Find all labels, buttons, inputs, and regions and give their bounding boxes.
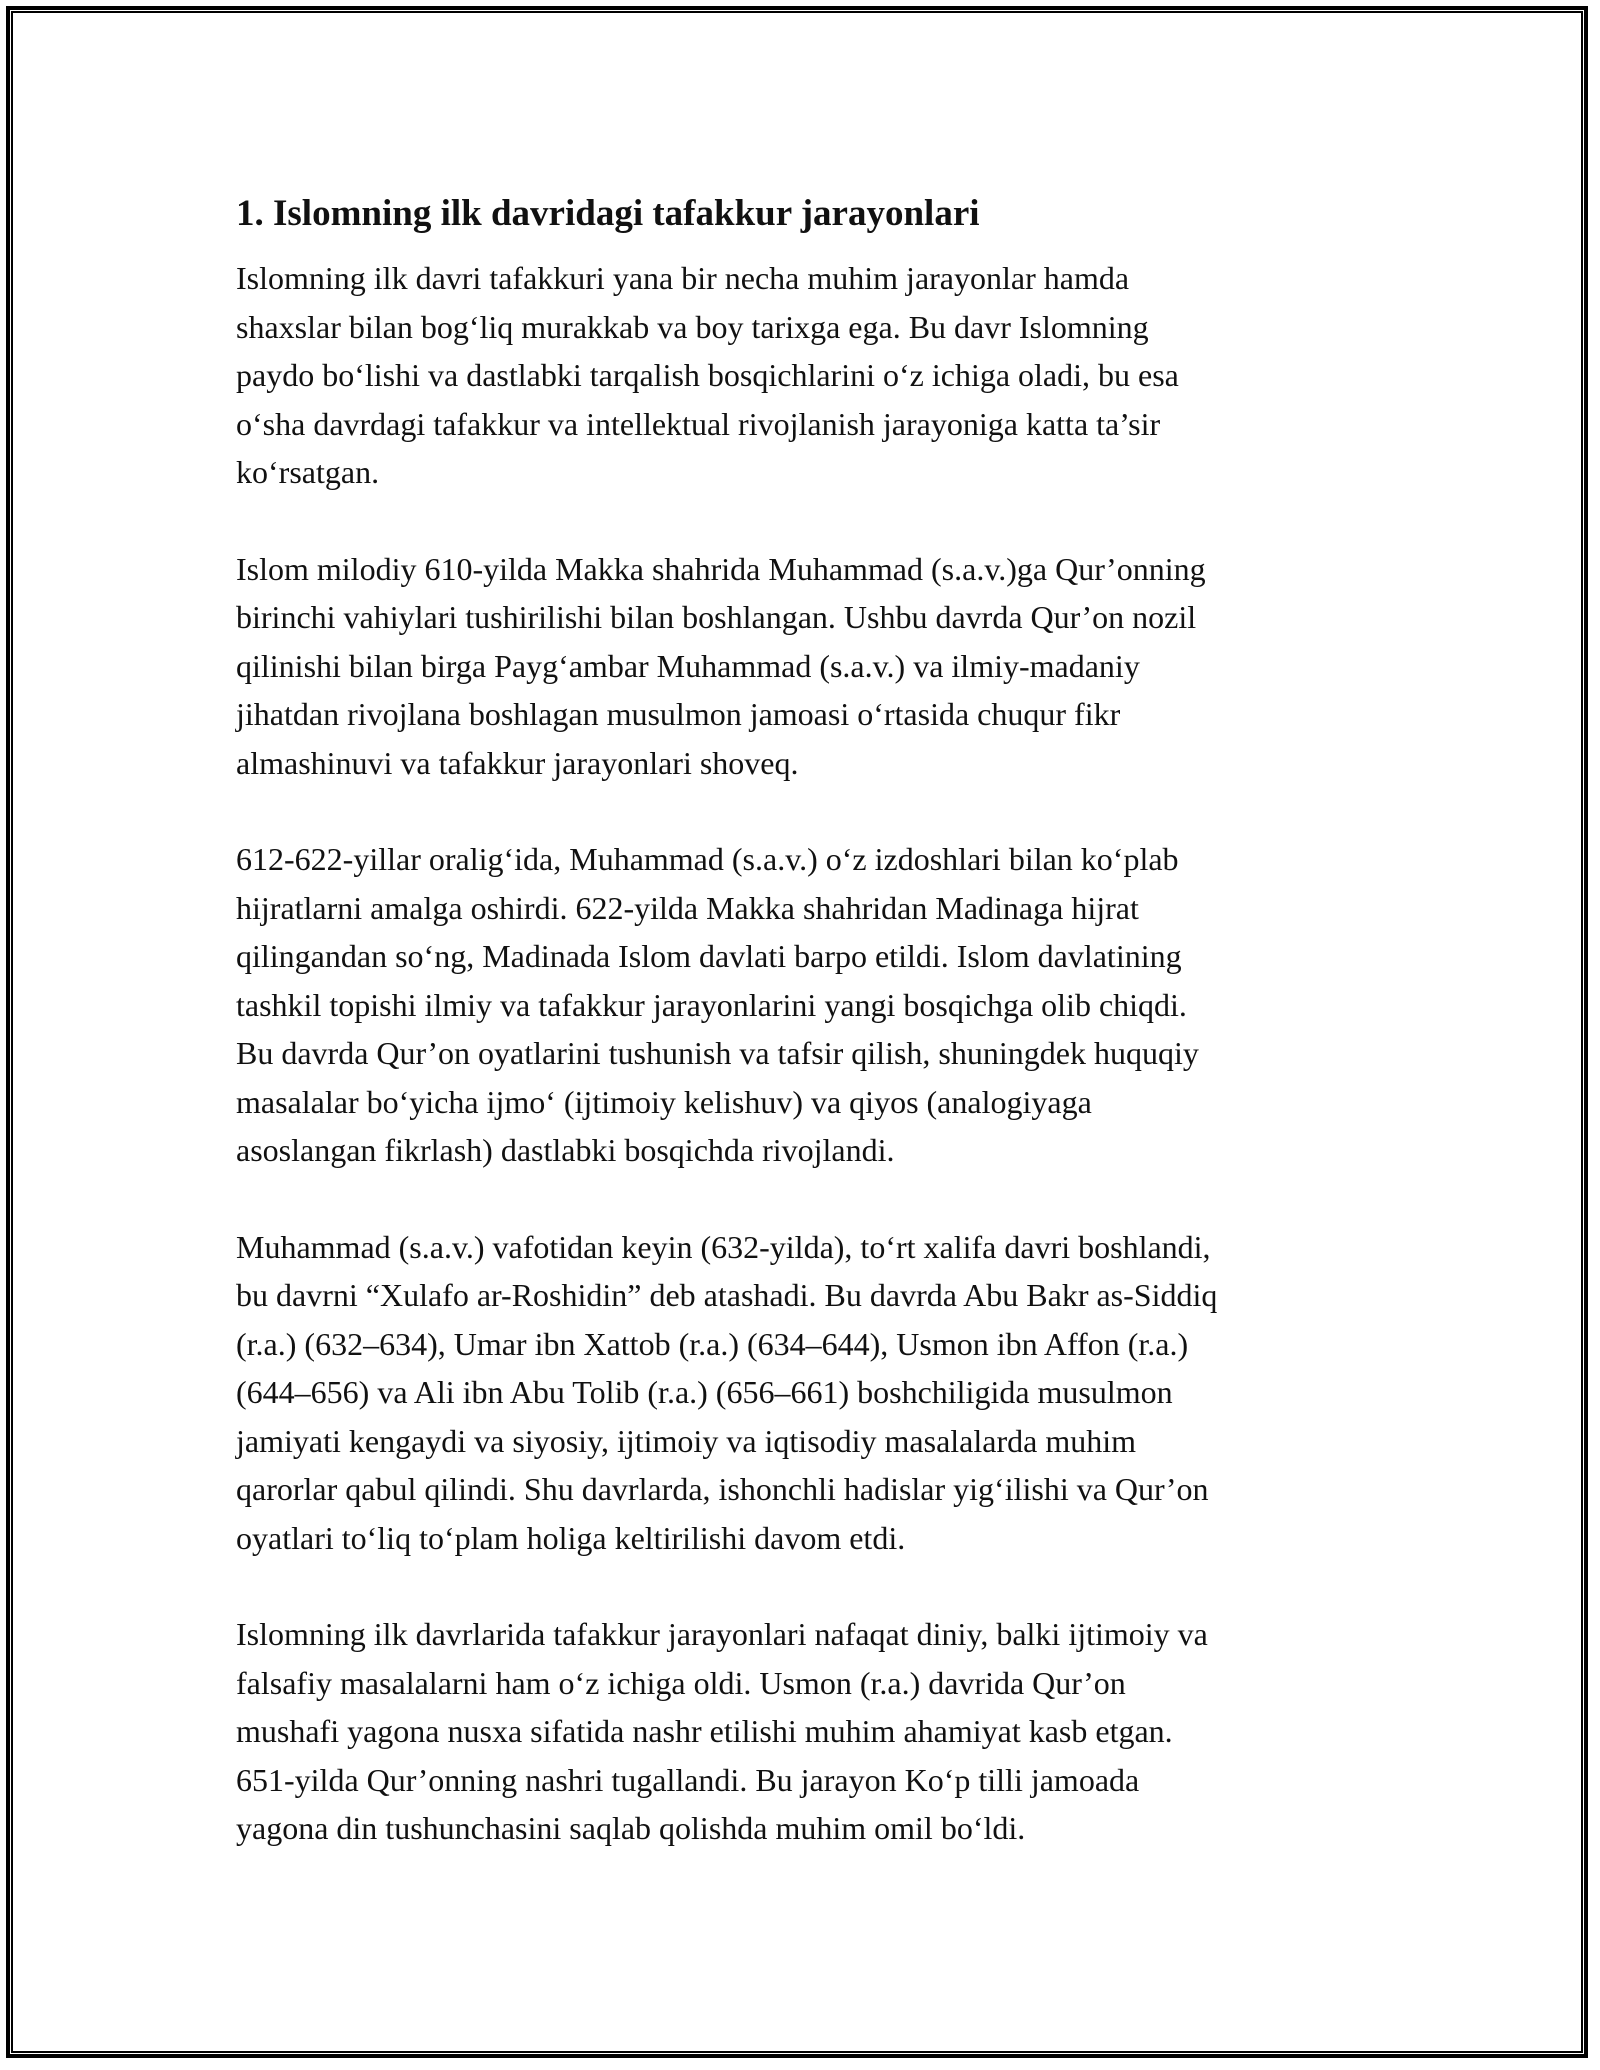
- paragraph-3: 612-622-yillar oralig‘ida, Muhammad (s.a.v.) o‘z izdoshlari bilan ko‘plab hijratlarni amalga oshirdi. 622-yilda Makka shahridan Madinaga hijrat qilingandan so‘ng, Madinada Islom davlati barpo etildi. Islom davlatining tashkil topishi ilmiy va tafakkur jarayonlarini yangi bosqichga olib chiqdi. Bu davrda Qur’on oyatlarini tushunish va tafsir qilish, shuningdek huquqiy masalalar bo‘yicha ijmo‘ (ijtimoiy kelishuv) va qiyos (analogiyaga asoslangan fikrlash) dastlabki bosqichda rivojlandi.: [236, 841, 1199, 1168]
- section-heading: 1. Islomning ilk davridagi tafakkur jarayonlari: [236, 193, 980, 234]
- document-page: [236, 188, 1386, 1901]
- paragraph-4: Muhammad (s.a.v.) vafotidan keyin (632-yilda), to‘rt xalifa davri boshlandi, bu davrni “Xulafo ar-Roshidin” deb atashadi. Bu davrda Abu Bakr as-Siddiq (r.a.) (632–634), Umar ibn Xattob (r.a.) (634–644), Usmon ibn Affon (r.a.) (644–656) va Ali ibn Abu Tolib (r.a.) (656–661) boshchiligida musulmon jamiyati kengaydi va siyosiy, ijtimoiy va iqtisodiy masalalarda muhim qarorlar qabul qilindi. Shu davrlarda, ishonchli hadislar yig‘ilishi va Qur’on oyatlari to‘liq to‘plam holiga keltirilishi davom etdi.: [236, 1228, 1218, 1556]
- paragraph-1: Islomning ilk davri tafakkuri yana bir necha muhim jarayonlar hamda shaxslar bilan bog‘liq murakkab va boy tarixga ega. Bu davr Islomning paydo bo‘lishi va dastlabki tarqalish bosqichlarini o‘z ichiga oladi, bu esa o‘sha davrdagi tafakkur va intellektual rivojlanish jarayoniga katta ta’sir ko‘rsatgan.: [236, 260, 1179, 490]
- paragraph-5: Islomning ilk davrlarida tafakkur jarayonlari nafaqat diniy, balki ijtimoiy va falsafiy masalalarni ham o‘z ichiga oldi. Usmon (r.a.) davrida Qur’on mushafi yagona nusxa sifatida nashr etilishi muhim ahamiyat kasb etgan. 651-yilda Qur’onning nashri tugallandi. Bu jarayon Ko‘p tilli jamoada yagona din tushunchasini saqlab qolishda muhim omil bo‘ldi.: [236, 1616, 1208, 1846]
- paragraph-2: Islom milodiy 610-yilda Makka shahrida Muhammad (s.a.v.)ga Qur’onning birinchi vahiylari tushirilishi bilan boshlangan. Ushbu davrda Qur’on nozil qilinishi bilan birga Payg‘ambar Muhammad (s.a.v.) va ilmiy-madaniy jihatdan rivojlana boshlagan musulmon jamoasi o‘rtasida chuqur fikr almashinuvi va tafakkur jarayonlari shoveq.: [236, 550, 1206, 781]
